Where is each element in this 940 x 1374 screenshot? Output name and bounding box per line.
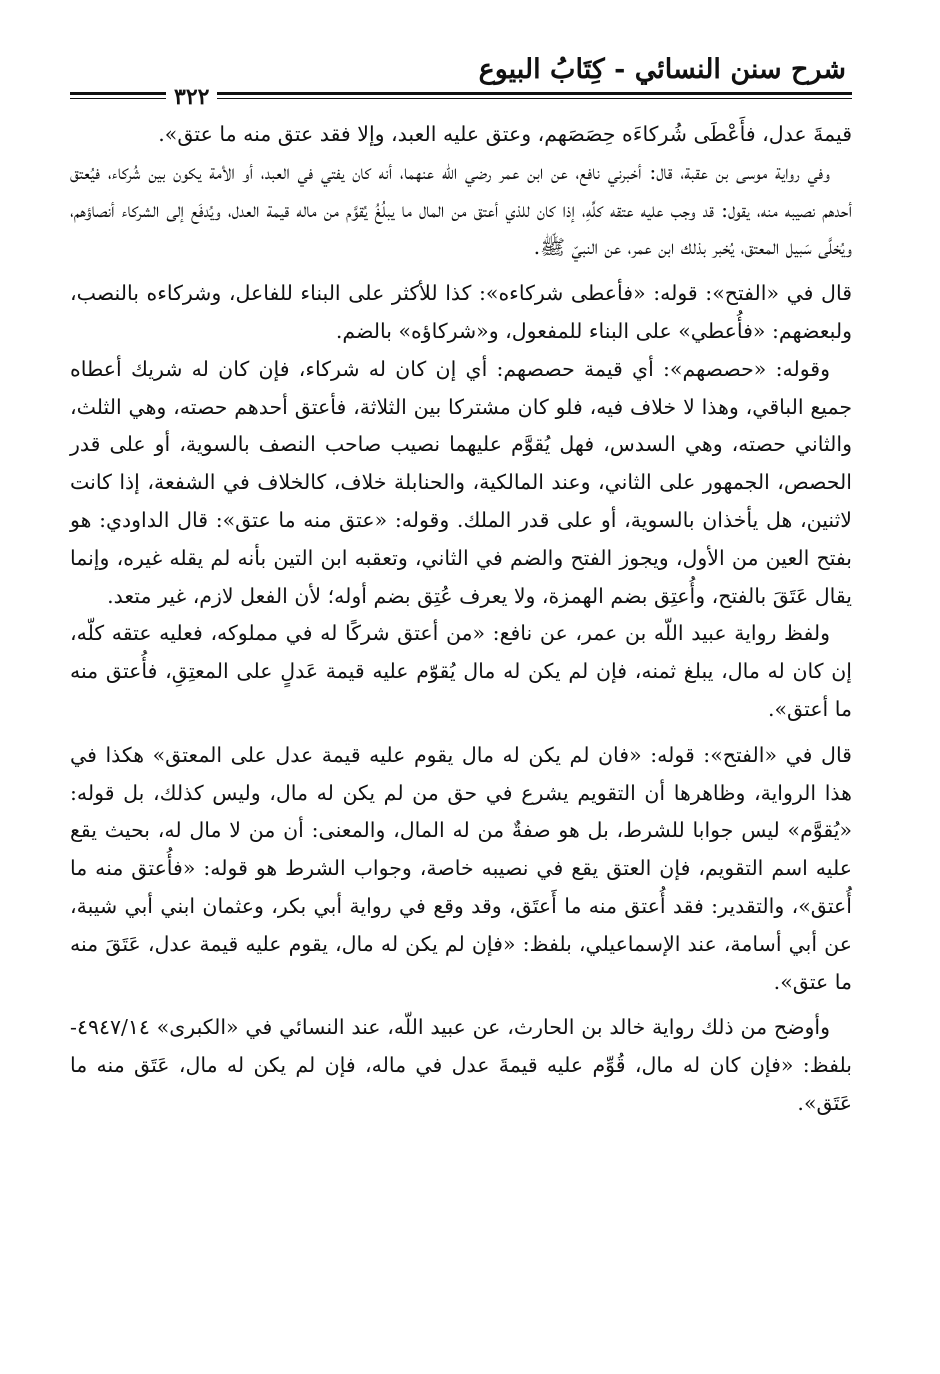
page-header: [70, 40, 852, 110]
page-body: [70, 116, 852, 1123]
paragraph: قيمةَ عدل، فأَعْطَى شُركاءَه حِصَصَهم، وعتق عليه العبد، وإلا فقد عتق منه ما عتق».: [158, 122, 852, 146]
paragraph: وأوضح من ذلك رواية خالد بن الحارث، عن عبيد اللّه، عند النسائي في «الكبرى» ٤٩٤٧/١٤- بلفظ: «فإن كان له مال، قُوِّم عليه قيمةَ عدل في ماله، فإن لم يكن له مال، عَتَق منه ما عَتَق».: [70, 1015, 852, 1115]
paragraph: ولفظ رواية عبيد اللّه بن عمر، عن نافع: «من أعتق شركًا له في مملوكه، فعليه عتقه كلّه، إن كان له مال، يبلغ ثمنه، فإن لم يكن له مال يُقوّم عليه قيمة عَدلٍ على المعتِقِ، فأُعتق منه ما أعتق».: [70, 621, 852, 721]
page-number: ٣٢٢: [166, 84, 217, 110]
book-page: [70, 40, 852, 1360]
running-title: شرح سنن النسائي - كِتَابُ البيوع: [478, 54, 846, 85]
paragraph: قال في «الفتح»: قوله: «فان لم يكن له مال يقوم عليه قيمة عدل على المعتق» هكذا في هذا الرواية، وظاهرها أن التقويم يشرع في حق من لم يكن له مال، وليس كذلك، بل قوله: «يُقوَّم» ليس جوابا للشرط، بل هو صفةٌ من له المال، والمعنى: أن من لا مال له، بحيث يقع عليه اسم التقويم، فإن العتق يقع في نصيبه خاصة، وجواب الشرط هو قوله: «فأُعتق منه ما أُعتق»، والتقدير: فقد أُعتق منه ما أَعتَق، وقد وقع في رواية أبي بكر، وعثمان ابني أبي شيبة، عن أبي أسامة، عند الإسماعيلي، بلفظ: «فإن لم يكن له مال، يقوم عليه قيمة عدل، عَتَقَ منه ما عتق».: [70, 742, 852, 994]
paragraph: وفي رواية موسى بن عقبة، قال: أخبرني نافع، عن ابن عمر رضي اللّه عنهما، أنه كان يفتي في العبد، أو الأمة يكون بين شُركاء، فيُعتق أحدهم نصيبه منه، يقول: قد وجب عليه عتقه كلِّهِ، إذا كان للذي أعتق من المال ما يبلُغُ يُقوَّم من ماله قيمة العدل، ويُدفَع إلى الشركاء أنصاؤهم، ويُخلَّى سَبيل المعتق، يُخبر بذلك ابن عمر، عن النبيّ ﷺ.: [70, 159, 853, 260]
paragraph: قال في «الفتح»: قوله: «فأعطى شركاءه»: كذا للأكثر على البناء للفاعل، وشركاءه بالنصب، ولبعضهم: «فأُعطي» على البناء للمفعول، و«شركاؤه» بالضم.: [70, 281, 852, 343]
paragraph: وقوله: «حصصهم»: أي قيمة حصصهم: أي إن كان له شركاء، فإن كان له شريك أعطاه جميع الباقي، وهذا لا خلاف فيه، فلو كان مشتركا بين الثلاثة، فأعتق أحدهم حصته، وهي الثلث، والثاني حصته، وهي السدس، فهل يُقوَّم عليهما نصيب صاحب النصف بالسوية، أو على قدر الحصص، الجمهور على الثاني، وعند المالكية، والحنابلة خلاف، كالخلاف في الشفعة، إذا كانت لاثنين، هل يأخذان بالسوية، أو على قدر الملك. وقوله: «عتق منه ما عتق»: قال الداودي: هو بفتح العين من الأول، ويجوز الفتح والضم في الثاني، وتعقبه ابن التين بأنه لم يقله غيره، وإنما يقال عَتَقَ بالفتح، وأُعتِق بضم الهمزة، ولا يعرف عُتِق بضم أوله؛ لأن الفعل لازم، غير متعد.: [70, 356, 852, 608]
